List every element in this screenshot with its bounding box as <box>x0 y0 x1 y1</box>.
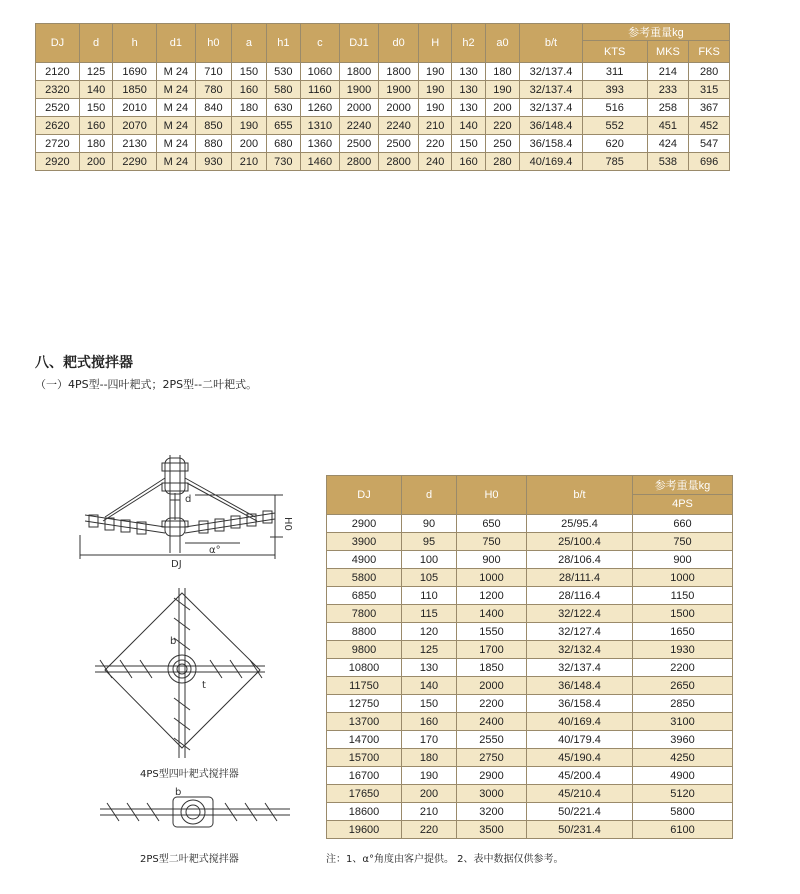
table-body <box>36 63 730 171</box>
table-cell: 10800 <box>327 659 402 677</box>
table-cell: 2070 <box>113 117 157 135</box>
column-header: d0 <box>379 24 419 63</box>
table-row <box>327 533 733 551</box>
table-cell: 2620 <box>36 117 80 135</box>
table-cell: 45/200.4 <box>527 767 633 785</box>
table-cell: 9800 <box>327 641 402 659</box>
table-cell: 1930 <box>633 641 733 659</box>
table-cell: 2750 <box>457 749 527 767</box>
table-row <box>327 821 733 839</box>
table-cell: 220 <box>485 117 519 135</box>
table-cell: 8800 <box>327 623 402 641</box>
table-cell: 630 <box>266 99 300 117</box>
table-cell: 90 <box>402 515 457 533</box>
weight-column-header: MKS <box>647 41 689 63</box>
table-cell: 2920 <box>36 153 80 171</box>
table-cell: 393 <box>582 81 647 99</box>
table-cell: 170 <box>402 731 457 749</box>
table-cell: 680 <box>266 135 300 153</box>
table-cell: 650 <box>457 515 527 533</box>
table-cell: 40/169.4 <box>520 153 583 171</box>
table-cell: 200 <box>232 135 266 153</box>
table-cell: 130 <box>452 99 485 117</box>
table-cell: 14700 <box>327 731 402 749</box>
dim-b-label: b <box>170 636 177 647</box>
table-cell: 210 <box>232 153 266 171</box>
column-header: h1 <box>266 24 300 63</box>
table-cell: 2720 <box>36 135 80 153</box>
table-cell: 150 <box>79 99 112 117</box>
table-cell: 180 <box>232 99 266 117</box>
table-row <box>327 641 733 659</box>
table-cell: 3900 <box>327 533 402 551</box>
table-cell: 190 <box>232 117 266 135</box>
table-cell: 190 <box>402 767 457 785</box>
table-cell: 2200 <box>633 659 733 677</box>
table-cell: 1360 <box>301 135 340 153</box>
table-cell: 125 <box>79 63 112 81</box>
dim-t-label: t <box>202 680 206 691</box>
table-cell: 4900 <box>327 551 402 569</box>
table-row <box>327 659 733 677</box>
rake-agitator-spec-table <box>326 475 733 839</box>
table-cell: 730 <box>266 153 300 171</box>
table-cell: 160 <box>402 713 457 731</box>
table-cell: 367 <box>689 99 730 117</box>
table-cell: 240 <box>418 153 451 171</box>
table-cell: 19600 <box>327 821 402 839</box>
table-row <box>36 63 730 81</box>
column-header: d <box>79 24 112 63</box>
table-cell: 2000 <box>339 99 379 117</box>
table-cell: 2900 <box>327 515 402 533</box>
table-cell: 130 <box>402 659 457 677</box>
table-cell: 1690 <box>113 63 157 81</box>
table-cell: 2400 <box>457 713 527 731</box>
table-cell: 2000 <box>379 99 419 117</box>
column-header: d <box>402 476 457 515</box>
table-cell: 2550 <box>457 731 527 749</box>
table-cell: 13700 <box>327 713 402 731</box>
table-cell: 280 <box>485 153 519 171</box>
table-cell: 12750 <box>327 695 402 713</box>
table-row <box>327 551 733 569</box>
table-cell: 190 <box>485 81 519 99</box>
table-row <box>327 587 733 605</box>
table-cell: 1850 <box>457 659 527 677</box>
table-cell: 190 <box>418 99 451 117</box>
column-header: DJ <box>327 476 402 515</box>
table-row <box>327 623 733 641</box>
table-cell: 130 <box>452 81 485 99</box>
table-cell: 315 <box>689 81 730 99</box>
table-cell: 125 <box>402 641 457 659</box>
weight-column-header: 4PS <box>633 494 733 514</box>
table-cell: 4900 <box>633 767 733 785</box>
caption-2ps: 2PS型二叶耙式搅拌器 <box>140 854 239 865</box>
column-header: H0 <box>457 476 527 515</box>
table-cell: 5800 <box>633 803 733 821</box>
table-header <box>36 24 730 63</box>
table-cell: 160 <box>232 81 266 99</box>
table-cell: 1900 <box>339 81 379 99</box>
table-cell: 32/137.4 <box>520 81 583 99</box>
table-cell: 2850 <box>633 695 733 713</box>
column-header: DJ1 <box>339 24 379 63</box>
table-cell: 547 <box>689 135 730 153</box>
table-cell: 120 <box>402 623 457 641</box>
table-cell: 250 <box>485 135 519 153</box>
table-cell: 100 <box>402 551 457 569</box>
column-header: d1 <box>157 24 196 63</box>
table-cell: 95 <box>402 533 457 551</box>
table-cell: 160 <box>452 153 485 171</box>
table-cell: 1850 <box>113 81 157 99</box>
table-cell: 150 <box>232 63 266 81</box>
table-cell: 3100 <box>633 713 733 731</box>
table-cell: 900 <box>457 551 527 569</box>
table-cell: 40/179.4 <box>527 731 633 749</box>
table-cell: 1800 <box>339 63 379 81</box>
column-header: c <box>301 24 340 63</box>
column-header: b/t <box>527 476 633 515</box>
column-header: H <box>418 24 451 63</box>
table-row <box>327 803 733 821</box>
table-row <box>36 135 730 153</box>
table-cell: 538 <box>647 153 689 171</box>
table-cell: 5800 <box>327 569 402 587</box>
table-cell: 6850 <box>327 587 402 605</box>
table-cell: 2240 <box>379 117 419 135</box>
table-cell: 28/116.4 <box>527 587 633 605</box>
table-cell: 1460 <box>301 153 340 171</box>
table-cell: 220 <box>402 821 457 839</box>
table-row <box>327 749 733 767</box>
column-header: h0 <box>195 24 232 63</box>
table-cell: 140 <box>402 677 457 695</box>
table-cell: 214 <box>647 63 689 81</box>
table-cell: 36/148.4 <box>520 117 583 135</box>
table-cell: 750 <box>457 533 527 551</box>
table-cell: 2010 <box>113 99 157 117</box>
table-cell: 1900 <box>379 81 419 99</box>
table-cell: 18600 <box>327 803 402 821</box>
table-cell: 311 <box>582 63 647 81</box>
agitator-spec-table <box>35 23 730 171</box>
table-cell: 516 <box>582 99 647 117</box>
table-cell: 3500 <box>457 821 527 839</box>
table-row <box>327 515 733 533</box>
table-cell: 50/231.4 <box>527 821 633 839</box>
table-cell: 2000 <box>457 677 527 695</box>
table-cell: 1400 <box>457 605 527 623</box>
table-cell: 1150 <box>633 587 733 605</box>
table-cell: 552 <box>582 117 647 135</box>
table-cell: 2520 <box>36 99 80 117</box>
table-cell: 451 <box>647 117 689 135</box>
table-cell: 28/111.4 <box>527 569 633 587</box>
table-cell: 200 <box>402 785 457 803</box>
column-header: a0 <box>485 24 519 63</box>
table-cell: 140 <box>452 117 485 135</box>
table-cell: 930 <box>195 153 232 171</box>
table-cell: 258 <box>647 99 689 117</box>
table-cell: 233 <box>647 81 689 99</box>
table-cell: 710 <box>195 63 232 81</box>
table-cell: 1700 <box>457 641 527 659</box>
table-cell: 7800 <box>327 605 402 623</box>
table-cell: 36/158.4 <box>527 695 633 713</box>
dim-dj-label: DJ <box>171 559 182 570</box>
footnote: 注：1、α°角度由客户提供。 2、表中数据仅供参考。 <box>326 854 564 865</box>
table-cell: 780 <box>195 81 232 99</box>
table-cell: 424 <box>647 135 689 153</box>
table-cell: 45/210.4 <box>527 785 633 803</box>
table-cell: 32/137.4 <box>527 659 633 677</box>
table-cell: 6100 <box>633 821 733 839</box>
table-cell: 36/148.4 <box>527 677 633 695</box>
table-cell: 140 <box>79 81 112 99</box>
table-cell: 32/127.4 <box>527 623 633 641</box>
table-cell: 280 <box>689 63 730 81</box>
table-cell: 660 <box>633 515 733 533</box>
table-cell: 1800 <box>379 63 419 81</box>
table-row <box>327 731 733 749</box>
dim-b-label-2ps: b <box>175 787 182 798</box>
table-cell: 2500 <box>339 135 379 153</box>
table-cell: 160 <box>79 117 112 135</box>
table-cell: 2800 <box>339 153 379 171</box>
weight-group-header: 参考重量kg <box>633 476 733 495</box>
table-cell: 17650 <box>327 785 402 803</box>
table-cell: 1060 <box>301 63 340 81</box>
table-cell: 25/100.4 <box>527 533 633 551</box>
table-row <box>327 677 733 695</box>
table-cell: 150 <box>402 695 457 713</box>
table-cell: 655 <box>266 117 300 135</box>
table-cell: 16700 <box>327 767 402 785</box>
table-cell: 45/190.4 <box>527 749 633 767</box>
table-cell: 1500 <box>633 605 733 623</box>
table-row <box>36 153 730 171</box>
table-cell: 452 <box>689 117 730 135</box>
table-cell: 15700 <box>327 749 402 767</box>
table-cell: 210 <box>418 117 451 135</box>
table-cell: 32/122.4 <box>527 605 633 623</box>
table-cell: 5120 <box>633 785 733 803</box>
table-cell: 130 <box>452 63 485 81</box>
caption-4ps: 4PS型四叶耙式搅拌器 <box>140 769 239 780</box>
table-cell: 880 <box>195 135 232 153</box>
weight-group-header: 参考重量kg <box>582 24 729 41</box>
table-cell: M 24 <box>157 117 196 135</box>
table-cell: 2120 <box>36 63 80 81</box>
dim-h0-label: H0 <box>282 517 293 531</box>
table-cell: 1000 <box>457 569 527 587</box>
table-row <box>36 117 730 135</box>
table-cell: 900 <box>633 551 733 569</box>
table-cell: 190 <box>418 81 451 99</box>
table-cell: 105 <box>402 569 457 587</box>
table-cell: 40/169.4 <box>527 713 633 731</box>
table-cell: 2290 <box>113 153 157 171</box>
table-cell: 180 <box>485 63 519 81</box>
table-cell: 25/95.4 <box>527 515 633 533</box>
table-cell: 36/158.4 <box>520 135 583 153</box>
table-cell: M 24 <box>157 99 196 117</box>
table-cell: 750 <box>633 533 733 551</box>
table-cell: 4250 <box>633 749 733 767</box>
table-cell: 1650 <box>633 623 733 641</box>
table-cell: 2800 <box>379 153 419 171</box>
table-cell: 2500 <box>379 135 419 153</box>
section-subtitle: （一）4PS型--四叶耙式；2PS型--二叶耙式。 <box>35 378 258 391</box>
table-cell: 32/137.4 <box>520 63 583 81</box>
table-cell: 1160 <box>301 81 340 99</box>
section-title: 八、耙式搅拌器 <box>35 355 133 371</box>
table-cell: 580 <box>266 81 300 99</box>
table-cell: 28/106.4 <box>527 551 633 569</box>
table-cell: 530 <box>266 63 300 81</box>
table-cell: 2130 <box>113 135 157 153</box>
table-row <box>36 99 730 117</box>
table-row <box>327 695 733 713</box>
table-cell: 620 <box>582 135 647 153</box>
table-cell: 190 <box>418 63 451 81</box>
table-row <box>327 767 733 785</box>
dim-d-label: d <box>185 494 192 505</box>
table-cell: 1310 <box>301 117 340 135</box>
table-cell: 850 <box>195 117 232 135</box>
2ps-rake-agitator-plan <box>95 785 295 845</box>
table-body <box>327 515 733 839</box>
dim-alpha-label: α° <box>209 545 221 556</box>
weight-column-header: FKS <box>689 41 730 63</box>
table-cell: 220 <box>418 135 451 153</box>
weight-column-header: KTS <box>582 41 647 63</box>
table-cell: 110 <box>402 587 457 605</box>
column-header: b/t <box>520 24 583 63</box>
table-cell: 50/221.4 <box>527 803 633 821</box>
table-header <box>327 476 733 515</box>
table-cell: 11750 <box>327 677 402 695</box>
table-cell: 115 <box>402 605 457 623</box>
table-cell: 1550 <box>457 623 527 641</box>
table-cell: M 24 <box>157 63 196 81</box>
table-cell: 2200 <box>457 695 527 713</box>
column-header: a <box>232 24 266 63</box>
table-cell: M 24 <box>157 153 196 171</box>
rake-agitator-side-view <box>75 455 305 575</box>
table-row <box>327 569 733 587</box>
table-cell: 3960 <box>633 731 733 749</box>
table-row <box>36 81 730 99</box>
table-cell: 785 <box>582 153 647 171</box>
table-cell: 32/132.4 <box>527 641 633 659</box>
table-cell: 840 <box>195 99 232 117</box>
column-header: DJ <box>36 24 80 63</box>
table-cell: 210 <box>402 803 457 821</box>
table-cell: M 24 <box>157 135 196 153</box>
table-cell: 3200 <box>457 803 527 821</box>
table-cell: 180 <box>402 749 457 767</box>
table-cell: 200 <box>79 153 112 171</box>
column-header: h <box>113 24 157 63</box>
4ps-rake-agitator-plan <box>90 588 270 758</box>
table-cell: 1000 <box>633 569 733 587</box>
table-cell: 2650 <box>633 677 733 695</box>
table-cell: 2240 <box>339 117 379 135</box>
table-cell: 696 <box>689 153 730 171</box>
table-cell: 150 <box>452 135 485 153</box>
column-header: h2 <box>452 24 485 63</box>
table-cell: M 24 <box>157 81 196 99</box>
table-cell: 200 <box>485 99 519 117</box>
table-cell: 32/137.4 <box>520 99 583 117</box>
table-cell: 1260 <box>301 99 340 117</box>
table-cell: 2320 <box>36 81 80 99</box>
table-row <box>327 713 733 731</box>
table-row <box>327 785 733 803</box>
table-cell: 3000 <box>457 785 527 803</box>
table-cell: 1200 <box>457 587 527 605</box>
table-cell: 2900 <box>457 767 527 785</box>
table-row <box>327 605 733 623</box>
table-cell: 180 <box>79 135 112 153</box>
